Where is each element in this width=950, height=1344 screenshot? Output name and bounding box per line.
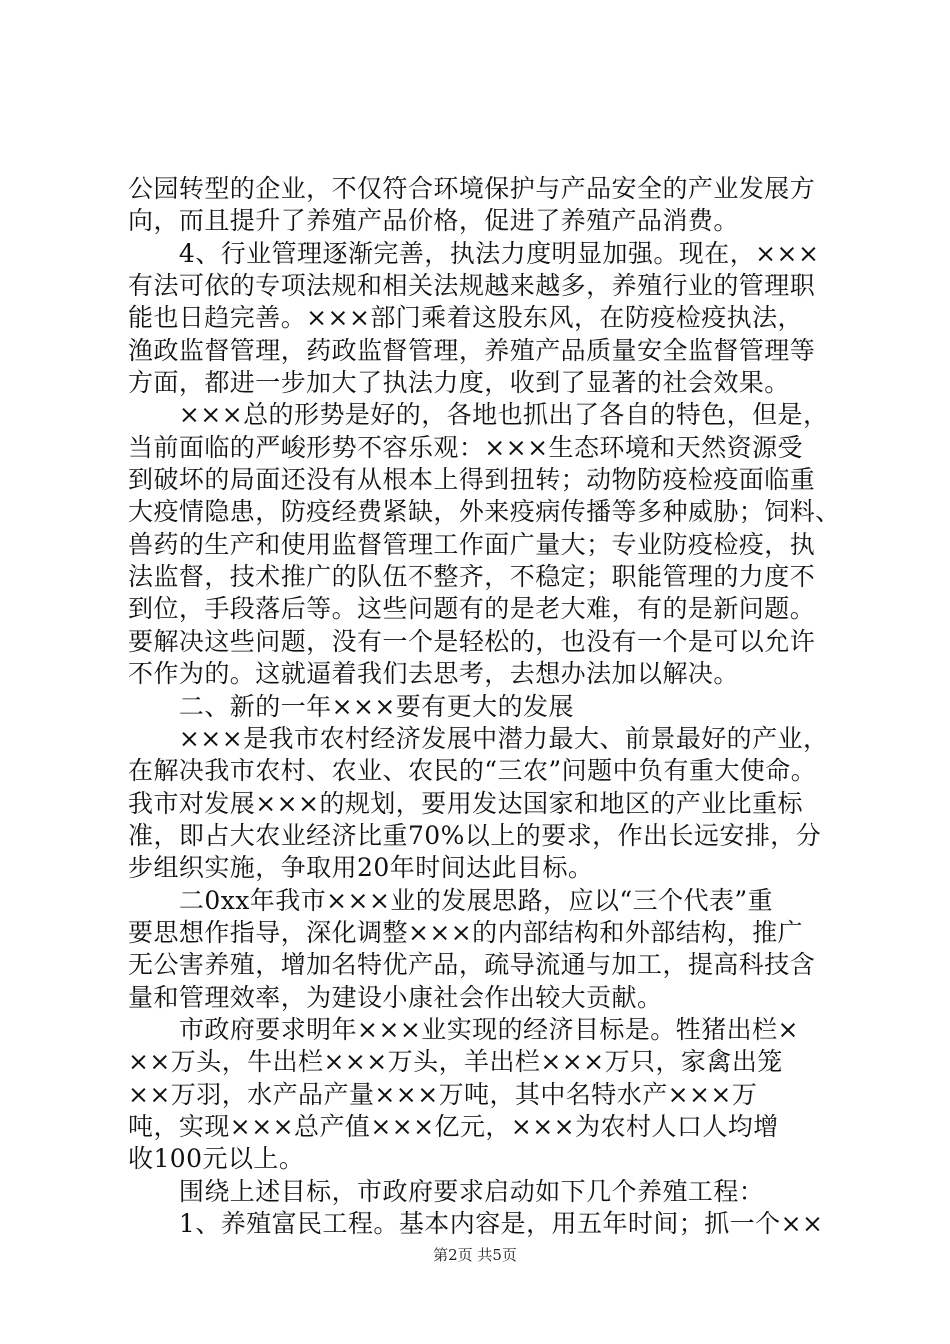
- text-line: 要思想作指导，深化调整×××的内部结构和外部结构，推广: [128, 917, 803, 947]
- text-line: 到破坏的局面还没有从根本上得到扭转；动物防疫检疫面临重: [128, 465, 816, 495]
- text-line: 兽药的生产和使用监督管理工作面广量大；专业防疫检疫，执: [128, 529, 816, 559]
- text-line: ××万羽，水产品产量×××万吨，其中名特水产×××万: [128, 1079, 758, 1109]
- document-body: [128, 173, 841, 1240]
- text-line: 1、养殖富民工程。基本内容是，用五年时间；抓一个××: [128, 1209, 824, 1238]
- text-line: 方面，都进一步加大了执法力度，收到了显著的社会效果。: [128, 368, 790, 398]
- text-line: 量和管理效率，为建设小康社会作出较大贡献。: [128, 982, 663, 1012]
- text-line: ×××总的形势是好的，各地也抓出了各自的特色，但是，: [128, 400, 829, 430]
- text-line: 二0xx年我市×××业的发展思路，应以“三个代表”重: [128, 885, 774, 915]
- text-line: 吨，实现×××总产值×××亿元，×××为农村人口人均增: [128, 1111, 779, 1141]
- text-line: 无公害养殖，增加名特优产品，疏导流通与加工，提高科技含: [128, 950, 816, 980]
- text-line: 当前面临的严峻形势不容乐观：×××生态环境和天然资源受: [128, 432, 803, 462]
- page-number-footer: 第2页 共5页: [433, 1246, 517, 1264]
- text-line: 有法可依的专项法规和相关法规越来越多，养殖行业的管理职: [128, 271, 816, 301]
- text-line: 到位，手段落后等。这些问题有的是老大难，有的是新问题。: [128, 594, 816, 624]
- text-line: 公园转型的企业，不仅符合环境保护与产品安全的产业发展方: [128, 174, 816, 203]
- text-line: 围绕上述目标，市政府要求启动如下几个养殖工程：: [128, 1176, 765, 1206]
- text-line: 在解决我市农村、农业、农民的“三农”问题中负有重大使命。: [128, 756, 817, 786]
- text-line: 能也日趋完善。×××部门乘着这股东风，在防疫检疫执法，: [128, 303, 803, 333]
- text-line: 要解决这些问题，没有一个是轻松的，也没有一个是可以允许: [128, 626, 816, 656]
- text-line: 向，而且提升了养殖产品价格，促进了养殖产品消费。: [128, 206, 739, 236]
- text-line: 步组织实施，争取用20年时间达此目标。: [128, 853, 594, 883]
- text-line: 渔政监督管理，药政监督管理，养殖产品质量安全监督管理等: [128, 335, 816, 365]
- text-line: ×××是我市农村经济发展中潜力最大、前景最好的产业，: [128, 723, 829, 753]
- text-line: 法监督，技术推广的队伍不整齐，不稳定；职能管理的力度不: [128, 562, 816, 592]
- text-line: 不作为的。这就逼着我们去思考，去想办法加以解决。: [128, 659, 739, 689]
- text-line: 大疫情隐患，防疫经费紧缺，外来疫病传播等多种威胁；饲料、: [128, 497, 841, 527]
- section-heading: 二、新的一年×××要有更大的发展: [128, 691, 574, 721]
- text-line: 市政府要求明年×××业实现的经济目标是。牲猪出栏×: [128, 1014, 799, 1044]
- text-line: 准，即占大农业经济比重70%以上的要求，作出长远安排，分: [128, 820, 822, 850]
- text-line: ××万头，牛出栏×××万头，羊出栏×××万只，家禽出笼: [128, 1047, 783, 1077]
- text-line: 收100元以上。: [128, 1144, 305, 1174]
- text-line: 4、行业管理逐渐完善，执法力度明显加强。现在，×××: [128, 238, 820, 268]
- text-line: 我市对发展×××的规划，要用发达国家和地区的产业比重标: [128, 788, 803, 818]
